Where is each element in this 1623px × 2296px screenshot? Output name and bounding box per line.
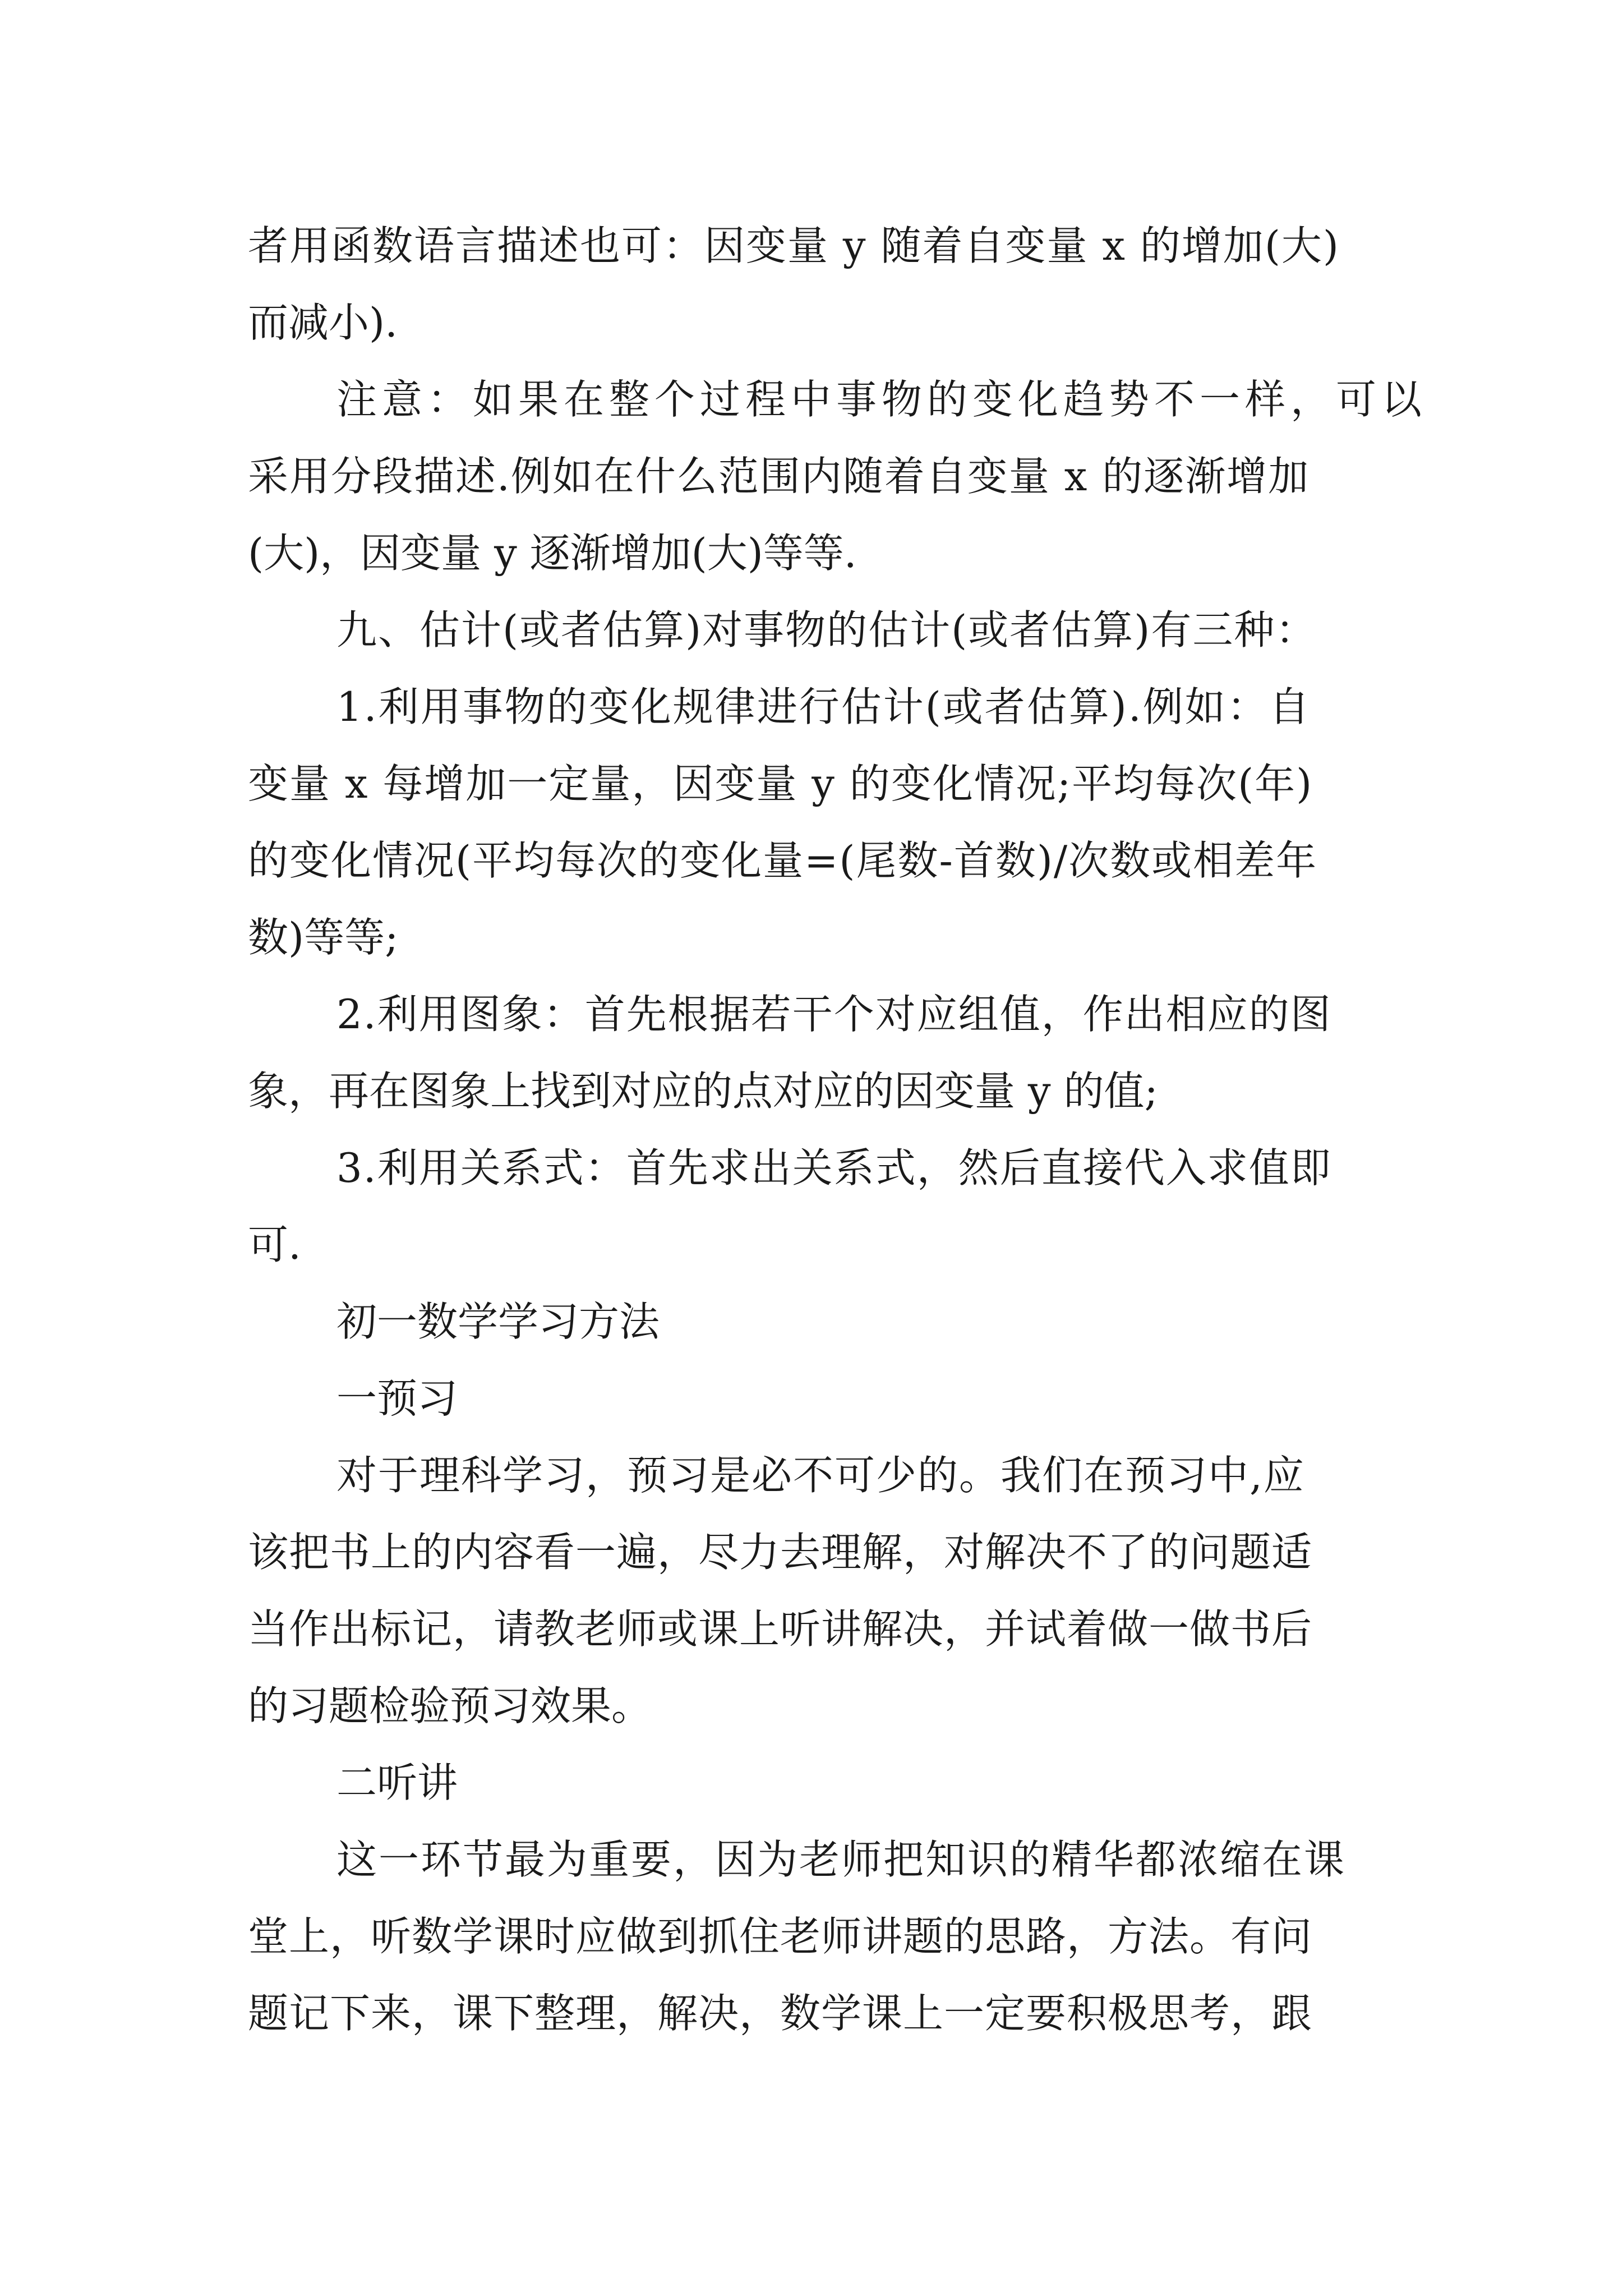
text-line: 堂上，听数学课时应做到抓住老师讲题的思路，方法。有问 (248, 1913, 1313, 1960)
text-line: 象，再在图象上找到对应的点对应的因变量 y 的值; (248, 1068, 1158, 1115)
text-line: 该把书上的内容看一遍，尽力去理解，对解决不了的问题适 (248, 1529, 1313, 1576)
text-line: 变量 x 每增加一定量，因变量 y 的变化情况;平均每次(年) (248, 760, 1313, 807)
text-line: 可. (248, 1221, 301, 1268)
subsection-heading: 二听讲 (336, 1759, 458, 1806)
text-line: 这一环节最为重要，因为老师把知识的精华都浓缩在课 (336, 1836, 1347, 1883)
text-line: 3.利用关系式：首先求出关系式，然后直接代入求值即 (336, 1144, 1332, 1191)
text-line: 当作出标记，请教老师或课上听讲解决，并试着做一做书后 (248, 1605, 1313, 1653)
text-line: 而减小). (248, 299, 398, 346)
section-heading: 初一数学学习方法 (336, 1298, 660, 1345)
text-line: 1.利用事物的变化规律进行估计(或者估算).例如：自 (336, 683, 1311, 730)
text-line: (大)，因变量 y 逐渐增加(大)等等. (248, 530, 857, 577)
subsection-heading: 一预习 (336, 1375, 458, 1422)
text-line: 采用分段描述.例如在什么范围内随着自变量 x 的逐渐增加 (248, 453, 1310, 500)
text-line: 数)等等; (248, 914, 399, 961)
text-line: 2.利用图象：首先根据若干个对应组值，作出相应的图 (336, 991, 1332, 1038)
text-line: 题记下来，课下整理，解决，数学课上一定要积极思考，跟 (248, 1990, 1313, 2037)
text-line: 九、估计(或者估算)对事物的估计(或者估算)有三种： (336, 606, 1317, 654)
text-line: 者用函数语言描述也可：因变量 y 随着自变量 x 的增加(大) (248, 222, 1340, 269)
text-line: 的变化情况(平均每次的变化量=(尾数-首数)/次数或相差年 (248, 837, 1318, 884)
text-line: 的习题检验预习效果。 (248, 1682, 652, 1729)
text-line: 注意：如果在整个过程中事物的变化趋势不一样，可以 (336, 376, 1427, 423)
text-line: 对于理科学习，预习是必不可少的。我们在预习中,应 (336, 1452, 1305, 1499)
